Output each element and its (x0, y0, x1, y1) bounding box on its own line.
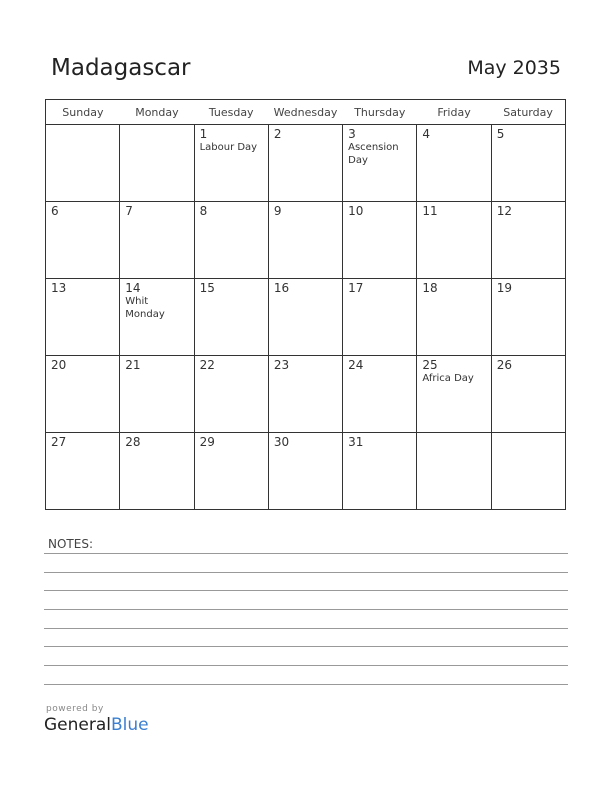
notes-line (44, 609, 568, 610)
weekday-saturday: Saturday (491, 100, 565, 125)
day-cell (343, 433, 417, 510)
day-number: 22 (199, 358, 215, 372)
day-cell (417, 279, 491, 356)
day-number: 7 (125, 204, 133, 218)
week-row (46, 433, 566, 510)
day-number: 19 (496, 281, 512, 295)
day-cell (491, 279, 565, 356)
notes-line (44, 646, 568, 647)
day-cell (268, 356, 342, 433)
notes-line (44, 665, 568, 666)
notes-line (44, 590, 568, 591)
weekday-sunday: Sunday (46, 100, 120, 125)
day-number: 17 (348, 281, 364, 295)
weekday-friday: Friday (417, 100, 491, 125)
day-cell (120, 125, 194, 202)
day-cell (268, 433, 342, 510)
notes-line (44, 553, 568, 554)
day-cell (194, 356, 268, 433)
day-number: 21 (125, 358, 141, 372)
notes-line (44, 684, 568, 685)
day-number: 25 (422, 358, 438, 372)
week-row (46, 125, 566, 202)
notes-label: NOTES: (48, 537, 93, 551)
country-title: Madagascar (51, 55, 191, 81)
day-number: 10 (348, 204, 364, 218)
day-cell (343, 125, 417, 202)
month-year: May 2035 (467, 57, 561, 79)
day-cell (46, 125, 120, 202)
day-number: 9 (273, 204, 282, 218)
day-number: 24 (348, 358, 364, 372)
day-cell (120, 202, 194, 279)
notes-line (44, 572, 568, 573)
day-number: 30 (273, 435, 290, 449)
day-cell (46, 202, 120, 279)
day-number: 23 (273, 358, 290, 372)
holiday-label: Ascension Day (348, 142, 399, 166)
day-cell (46, 433, 120, 510)
day-cell (343, 202, 417, 279)
generalblue-logo (44, 715, 149, 735)
weekday-thursday: Thursday (343, 100, 417, 125)
day-number: 15 (199, 281, 215, 295)
day-number: 11 (422, 204, 438, 218)
day-cell (417, 125, 491, 202)
day-cell (491, 125, 565, 202)
day-cell (343, 356, 417, 433)
day-number: 1 (199, 127, 208, 141)
day-cell (417, 433, 491, 510)
day-cell (194, 202, 268, 279)
day-cell (417, 356, 491, 433)
day-number: 26 (496, 358, 512, 372)
holiday-label: Whit Monday (125, 296, 165, 320)
day-number: 13 (51, 281, 67, 295)
day-number: 2 (273, 127, 282, 141)
day-cell (268, 125, 342, 202)
week-row (46, 202, 566, 279)
day-number: 8 (199, 204, 208, 218)
brand-footer (44, 704, 149, 735)
weekday-header-row (46, 100, 566, 125)
day-number: 6 (51, 204, 59, 218)
week-row (46, 356, 566, 433)
day-cell (46, 356, 120, 433)
notes-line (44, 628, 568, 629)
day-cell (194, 433, 268, 510)
holiday-label: Labour Day (199, 142, 258, 153)
week-row (46, 279, 566, 356)
day-cell (417, 202, 491, 279)
powered-by-text: powered by (46, 704, 104, 714)
day-cell (120, 279, 194, 356)
day-number: 3 (348, 127, 356, 141)
weekday-monday: Monday (120, 100, 194, 125)
day-number: 16 (273, 281, 290, 295)
weekday-wednesday: Wednesday (268, 100, 342, 125)
day-number: 4 (422, 127, 431, 141)
day-cell (120, 356, 194, 433)
day-cell (194, 125, 268, 202)
day-cell (194, 279, 268, 356)
logo-part-general: General (44, 715, 111, 735)
day-number: 28 (125, 435, 141, 449)
holiday-label: Africa Day (422, 373, 474, 384)
day-cell (491, 356, 565, 433)
day-number: 18 (422, 281, 438, 295)
calendar-grid (45, 99, 566, 510)
day-number: 12 (496, 204, 512, 218)
day-cell (268, 279, 342, 356)
day-number: 29 (199, 435, 215, 449)
day-cell (343, 279, 417, 356)
day-cell (46, 279, 120, 356)
weekday-tuesday: Tuesday (194, 100, 268, 125)
day-number: 14 (125, 281, 141, 295)
day-cell (491, 433, 565, 510)
day-number: 5 (496, 127, 505, 141)
day-number: 20 (51, 358, 67, 372)
day-cell (268, 202, 342, 279)
day-cell (120, 433, 194, 510)
logo-part-blue: Blue (111, 715, 149, 735)
day-cell (491, 202, 565, 279)
day-number: 27 (51, 435, 67, 449)
day-number: 31 (348, 435, 364, 449)
